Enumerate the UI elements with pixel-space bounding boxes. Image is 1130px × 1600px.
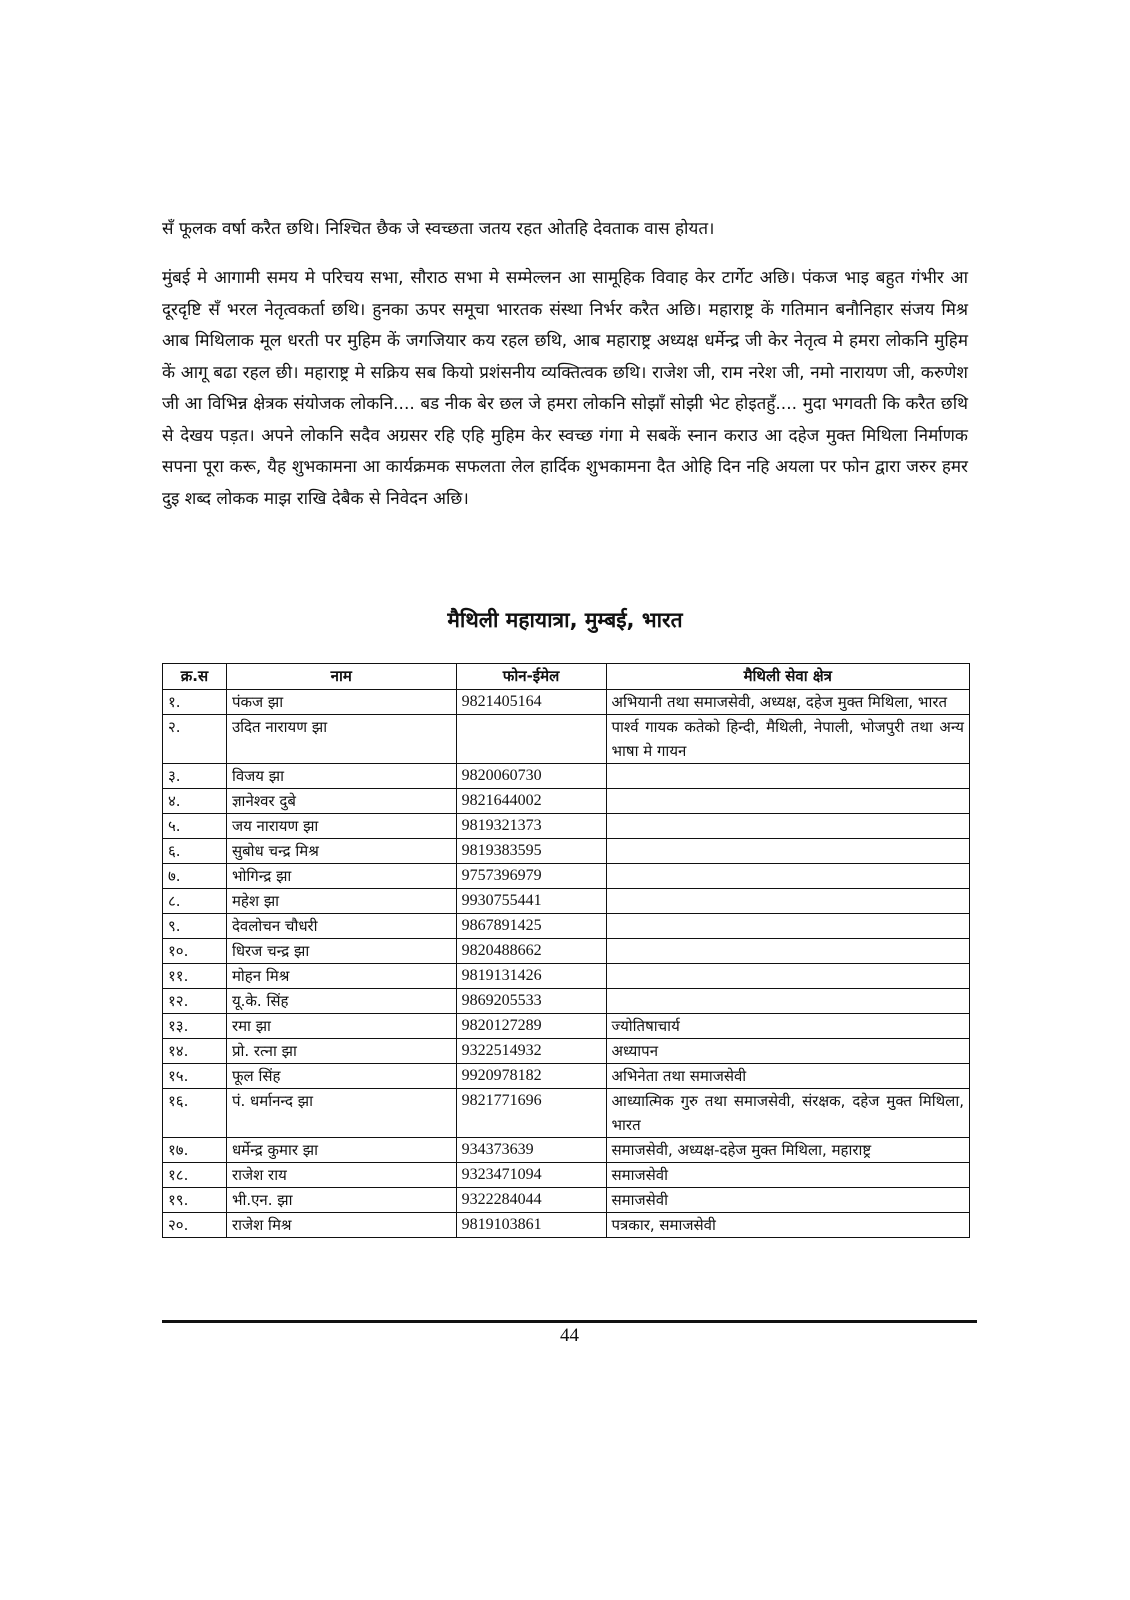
cell-name: महेश झा [226,889,456,914]
table-row [163,914,970,939]
cell-service-field: समाजसेवी, अध्यक्ष-दहेज मुक्त मिथिला, महाराष्ट्र [606,1138,970,1163]
cell-service-field: आध्यात्मिक गुरु तथा समाजसेवी, संरक्षक, दहेज मुक्त मिथिला, भारत [606,1089,970,1138]
cell-name: धर्मेन्द्र कुमार झा [226,1138,456,1163]
cell-name: राजेश मिश्र [226,1213,456,1238]
cell-service-field [606,789,970,814]
cell-name: रमा झा [226,1014,456,1039]
table-row [163,939,970,964]
header-serial: क्र.स [163,664,227,690]
cell-phone: 9819321373 [456,814,606,839]
cell-service-field: पत्रकार, समाजसेवी [606,1213,970,1238]
cell-name: पंकज झा [226,690,456,715]
cell-name: फूल सिंह [226,1064,456,1089]
cell-service-field [606,964,970,989]
cell-service-field [606,989,970,1014]
cell-service-field [606,814,970,839]
cell-name: राजेश राय [226,1163,456,1188]
cell-serial: ६. [163,839,227,864]
table-row [163,764,970,789]
header-service-field: मैथिली सेवा क्षेत्र [606,664,970,690]
cell-service-field: समाजसेवी [606,1163,970,1188]
cell-serial: ५. [163,814,227,839]
header-name: नाम [226,664,456,690]
cell-name: भी.एन. झा [226,1188,456,1213]
cell-name: विजय झा [226,764,456,789]
cell-service-field: ज्योतिषाचार्य [606,1014,970,1039]
cell-phone: 9819383595 [456,839,606,864]
table-row [163,1213,970,1238]
cell-serial: १९. [163,1188,227,1213]
table-body [163,690,970,1238]
table-header-row [163,664,970,690]
cell-serial: २. [163,715,227,764]
table-row [163,1064,970,1089]
table-row [163,789,970,814]
cell-name: जय नारायण झा [226,814,456,839]
cell-phone: 9820060730 [456,764,606,789]
cell-phone: 9820488662 [456,939,606,964]
cell-serial: १. [163,690,227,715]
cell-serial: १७. [163,1138,227,1163]
table-row [163,1014,970,1039]
cell-serial: ८. [163,889,227,914]
paragraph-continuation: सँ फूलक वर्षा करैत छथि। निश्चित छैक जे स्वच्छता जतय रहत ओतहि देवताक वास होयत। [162,219,715,239]
cell-service-field [606,764,970,789]
cell-serial: ३. [163,764,227,789]
table-row [163,964,970,989]
cell-serial: १४. [163,1039,227,1064]
cell-serial: ७. [163,864,227,889]
cell-phone: 9821405164 [456,690,606,715]
table-row [163,814,970,839]
cell-service-field [606,839,970,864]
table-row [163,864,970,889]
cell-name: देवलोचन चौधरी [226,914,456,939]
cell-serial: १६. [163,1089,227,1138]
header-phone-email: फोन-ईमेल [456,664,606,690]
cell-phone: 9757396979 [456,864,606,889]
cell-phone: 9869205533 [456,989,606,1014]
table-row [163,889,970,914]
table-row [163,1163,970,1188]
cell-serial: १२. [163,989,227,1014]
table-row [163,1089,970,1138]
cell-name: यू.के. सिंह [226,989,456,1014]
cell-service-field [606,889,970,914]
cell-serial: १५. [163,1064,227,1089]
cell-serial: २०. [163,1213,227,1238]
cell-phone: 9819131426 [456,964,606,989]
page-number: 44 [560,1325,579,1346]
cell-service-field [606,914,970,939]
cell-phone: 9920978182 [456,1064,606,1089]
cell-serial: ११. [163,964,227,989]
cell-service-field: पार्श्व गायक कतेको हिन्दी, मैथिली, नेपाली, भोजपुरी तथा अन्य भाषा मे गायन [606,715,970,764]
cell-name: ज्ञानेश्वर दुबे [226,789,456,814]
cell-service-field [606,939,970,964]
paragraph-body: मुंबई मे आगामी समय मे परिचय सभा, सौराठ सभा मे सम्मेल्लन आ सामूहिक विवाह केर टार्गेट अछि। पंकज भाइ बहुत गंभीर आ दूरदृष्टि सँ भरल नेतृत्वकर्ता छथि। हुनका ऊपर समूचा भारतक संस्था निर्भर करैत अछि। महाराष्ट्र कें गतिमान बनौनिहार संजय मिश्र आब मिथिलाक मूल धरती पर मुहिम कें जगजियार कय रहल छथि, आब महाराष्ट्र अध्यक्ष धर्मेन्द्र जी केर नेतृत्व मे हमरा लोकनि मुहिम कें आगू बढा रहल छी। महाराष्ट्र मे सक्रिय सब कियो प्रशंसनीय व्यक्तित्वक छथि। राजेश जी, राम नरेश जी, नमो नारायण जी, करुणेश जी आ विभिन्न क्षेत्रक संयोजक लोकनि.... बड नीक बेर छल जे हमरा लोकनि सोझाँ सोझी भेट होइतहुँ.... मुदा भगवती कि करैत छथि से देखय पड़त। अपने लोकनि सदैव अग्रसर रहि एहि मुहिम केर स्वच्छ गंगा मे सबकें स्नान कराउ आ दहेज मुक्त मिथिला निर्माणक सपना पूरा करू, यैह शुभकामना आ कार्यक्रमक सफलता लेल हार्दिक शुभकामना दैत ओहि दिन नहि अयला पर फोन द्वारा जरुर हमर दुइ शब्द लोकक माझ राखि देबैक से निवेदन अछि। [162,268,968,509]
cell-phone: 9820127289 [456,1014,606,1039]
cell-serial: १३. [163,1014,227,1039]
cell-serial: १०. [163,939,227,964]
cell-service-field [606,864,970,889]
cell-name: भोगिन्द्र झा [226,864,456,889]
cell-service-field: समाजसेवी [606,1188,970,1213]
cell-phone: 9322514932 [456,1039,606,1064]
cell-name: पं. धर्मानन्द झा [226,1089,456,1138]
table-row [163,690,970,715]
footer-divider [162,1320,977,1323]
cell-name: उदित नारायण झा [226,715,456,764]
cell-serial: ४. [163,789,227,814]
cell-serial: १८. [163,1163,227,1188]
members-table [162,663,970,1238]
table-row [163,989,970,1014]
cell-phone: 9867891425 [456,914,606,939]
cell-phone: 9821644002 [456,789,606,814]
cell-phone: 9323471094 [456,1163,606,1188]
cell-phone: 934373639 [456,1138,606,1163]
cell-phone [456,715,606,764]
table-row [163,1188,970,1213]
cell-phone: 9930755441 [456,889,606,914]
cell-service-field: अभियानी तथा समाजसेवी, अध्यक्ष, दहेज मुक्त मिथिला, भारत [606,690,970,715]
table-row [163,1138,970,1163]
section-title: मैथिली महायात्रा, मुम्बई, भारत [447,608,683,632]
cell-name: सुबोध चन्द्र मिश्र [226,839,456,864]
table-row [163,839,970,864]
cell-service-field: अभिनेता तथा समाजसेवी [606,1064,970,1089]
table-row [163,1039,970,1064]
cell-name: प्रो. रत्ना झा [226,1039,456,1064]
cell-service-field: अध्यापन [606,1039,970,1064]
cell-phone: 9322284044 [456,1188,606,1213]
cell-serial: ९. [163,914,227,939]
cell-name: मोहन मिश्र [226,964,456,989]
cell-phone: 9821771696 [456,1089,606,1138]
table-row [163,715,970,764]
cell-phone: 9819103861 [456,1213,606,1238]
cell-name: धिरज चन्द्र झा [226,939,456,964]
